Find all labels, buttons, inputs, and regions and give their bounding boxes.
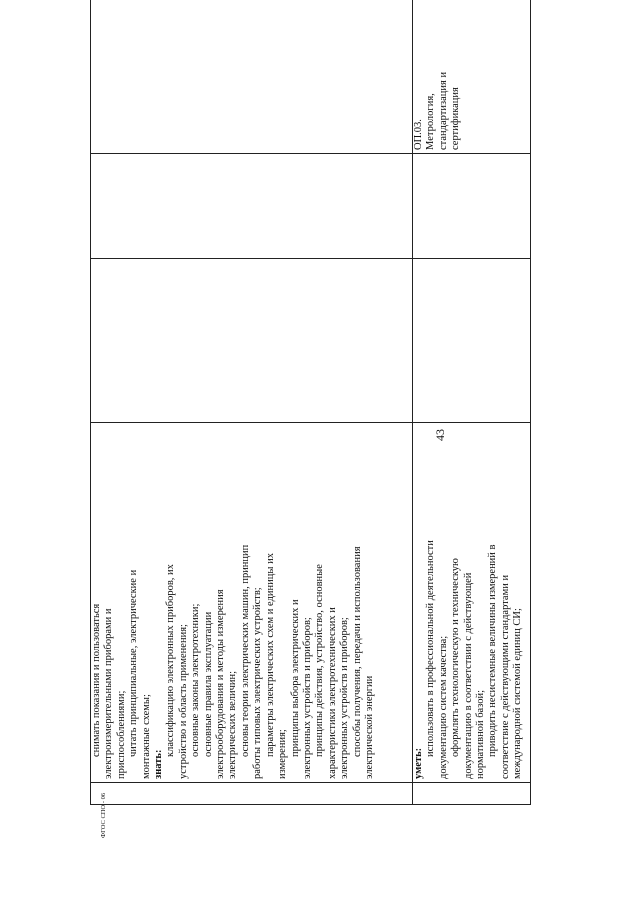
text-line: ОП.03.	[413, 119, 424, 150]
text-line: классификацию электронных приборов, их	[165, 564, 177, 757]
table-cell-empty	[413, 259, 531, 423]
text-line: устройство и область применения;	[177, 624, 189, 779]
table-cell-empty	[413, 783, 531, 805]
text-line: документацию систем качества;	[437, 635, 449, 779]
text-line: принципы действия, устройство, основные	[314, 564, 326, 757]
text-line: электрических величин;	[227, 670, 239, 779]
text-line: электронных устройств и приборов;	[301, 617, 313, 779]
skills-text	[413, 426, 525, 779]
text-line: основные законы электротехники;	[190, 603, 202, 757]
table-cell-empty	[91, 154, 413, 259]
table-cell-empty	[91, 259, 413, 423]
text-line: сертификация	[450, 87, 462, 150]
text-line: Метрология,	[425, 93, 437, 150]
text-line: снимать показания и пользоваться	[91, 603, 102, 757]
text-line: параметры электрических схем и единицы их	[264, 553, 276, 757]
text-line: работы типовых электрических устройств;	[252, 587, 264, 779]
text-line: уметь:	[413, 747, 424, 779]
table-cell-knowledge	[91, 423, 413, 783]
text-line: знать:	[153, 749, 165, 779]
text-line: основные правила эксплуатации	[202, 611, 214, 757]
table-cell-empty	[413, 154, 531, 259]
text-line: электроизмерительными приборами и	[103, 608, 115, 779]
text-line: принципы выбора электрических и	[289, 599, 301, 757]
knowledge-text	[91, 426, 376, 779]
text-line: монтажные схемы;	[140, 694, 152, 779]
text-line: использовать в профессиональной деятельности	[425, 540, 437, 757]
text-line: документацию в соответствии с действующей	[462, 572, 474, 779]
text-line: читать принципиальные, электрические и	[128, 569, 140, 757]
competency-table	[90, 0, 531, 805]
text-line: нормативной базой;	[475, 689, 487, 779]
rotated-table-frame	[90, 35, 530, 805]
page-number: 43	[433, 429, 447, 441]
text-line: международной системой единиц СИ;	[512, 608, 524, 779]
text-line: характеристики электротехнических и	[326, 607, 338, 779]
text-line: способы получения, передачи и использования	[351, 546, 363, 757]
text-line: электрооборудования и методы измерения	[215, 589, 227, 779]
text-line: соответствие с действующими стандартами и	[499, 574, 511, 779]
text-line: электронных устройств и приборов;	[339, 617, 351, 779]
discipline-text	[413, 3, 463, 150]
table-row	[91, 0, 413, 805]
text-line: оформлять технологическую и техническую	[450, 558, 462, 757]
text-line: стандартизация и	[437, 71, 449, 150]
footer-label: ФГОС СПО - 06	[100, 792, 107, 838]
text-line: основы теории электрических машин, принцип	[239, 544, 251, 757]
table-row	[413, 0, 531, 805]
text-line: измерения;	[277, 729, 289, 779]
text-line: приводить несистемные величины измерений в	[487, 544, 499, 757]
table-cell-discipline	[413, 0, 531, 154]
text-line: электрической энергии	[363, 675, 375, 779]
table-cell-empty	[91, 0, 413, 154]
table-cell-skills	[413, 423, 531, 783]
text-line: приспособлениями;	[115, 690, 127, 779]
table-cell-empty	[91, 783, 413, 805]
